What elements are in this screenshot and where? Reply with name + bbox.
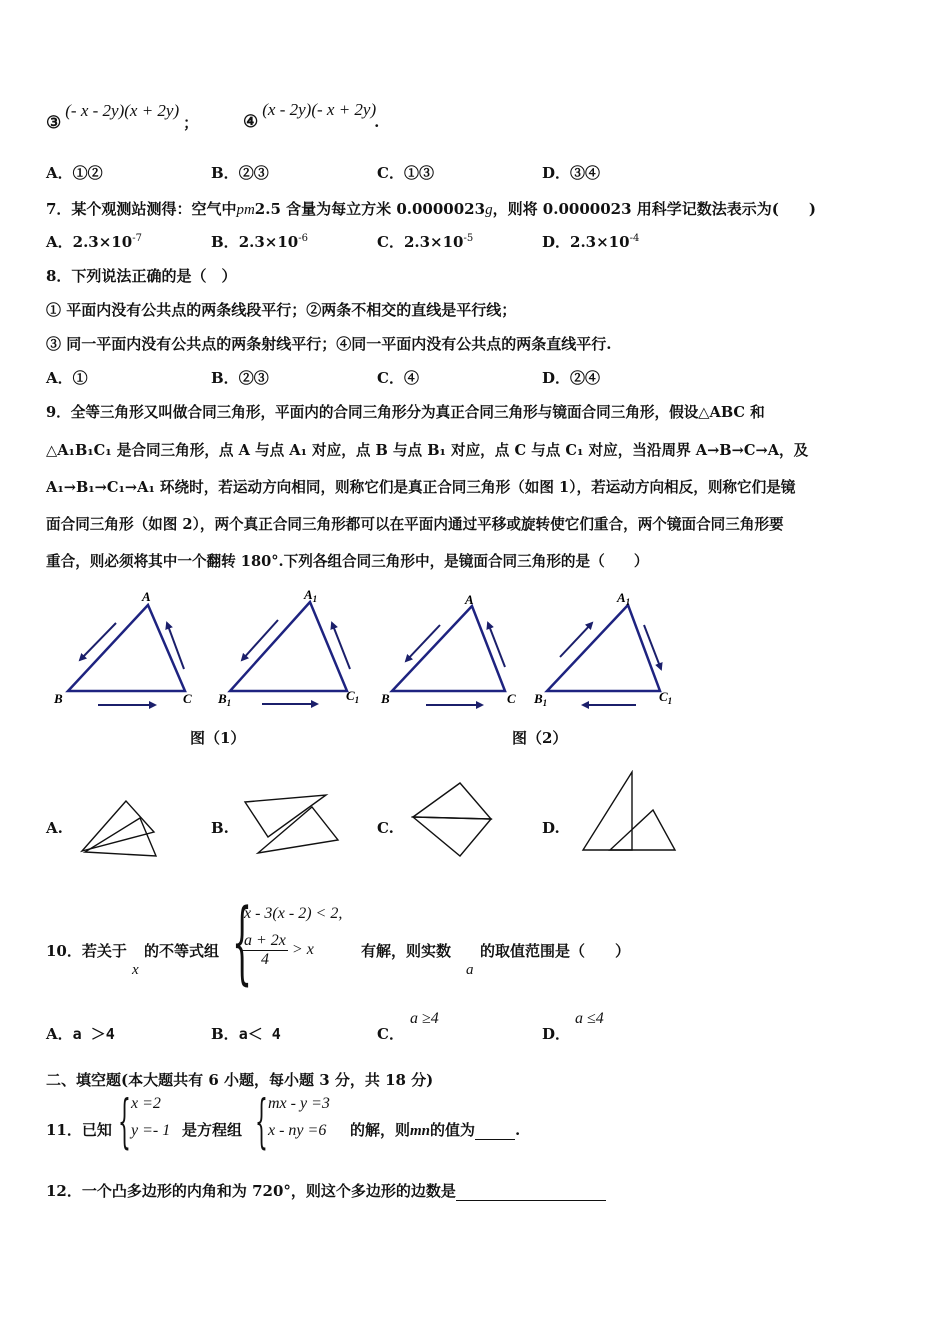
q8-option-b[interactable]: B．②③ — [211, 369, 269, 387]
q6-option-d[interactable]: D．③④ — [542, 164, 601, 182]
q9-line1: 9．全等三角形又叫做合同三角形，平面内的合同三角形分为真正合同三角形与镜面合同三角形，假设△ABC 和 — [46, 404, 765, 421]
svg-text:C1: $C_1$ — [659, 689, 673, 706]
q11-eq1: mx - y =3 — [268, 1095, 330, 1112]
q10-option-d[interactable]: D． — [542, 1025, 571, 1043]
q10-var-x: x — [132, 962, 139, 978]
svg-text:C: C — [507, 691, 516, 706]
q11-eq2: x - ny =6 — [268, 1122, 327, 1139]
q9-option-d-figure — [580, 770, 678, 854]
q11-brace-1: { — [118, 1087, 131, 1155]
fig1-triangle-abc — [53, 589, 192, 706]
q11-brace-2: { — [255, 1087, 268, 1155]
q9-option-a-figure — [78, 798, 160, 860]
fig1-triangle-a1b1c1 — [217, 587, 359, 708]
q6-item4-expr: (x - 2y)(- x + 2y) — [262, 100, 377, 119]
svg-text:A: A — [142, 589, 151, 604]
svg-text:B: B — [54, 691, 63, 706]
q10-ineq2-rest: > x — [291, 941, 314, 959]
fig2-triangle-a1b1c1 — [533, 590, 672, 708]
q8-stem: 8．下列说法正确的是（ ） — [46, 267, 237, 285]
q8-line1: ① 平面内没有公共点的两条线段平行；②两条不相交的直线是平行线； — [46, 301, 517, 319]
svg-text:A: A — [465, 592, 474, 607]
q9-option-c-figure — [408, 780, 494, 860]
q10-stem-a: 10．若关于 — [46, 942, 127, 960]
q6-item3-sep: ； — [183, 114, 199, 132]
q9-option-b-figure — [240, 790, 342, 858]
q10-ineq1: x - 3(x - 2) < 2, — [244, 905, 343, 922]
q10-stem-b: 的不等式组 — [144, 942, 220, 960]
q10-var-a: a — [466, 962, 474, 978]
q6-option-c[interactable]: C．①③ — [377, 164, 434, 182]
q9-fig2-caption: 图（2） — [512, 729, 568, 747]
q12-answer-blank[interactable] — [456, 1185, 606, 1201]
q6-item4 — [243, 100, 380, 132]
q11-stem-b: 是方程组 — [182, 1121, 243, 1139]
q10-stem-c: 有解，则实数 — [361, 942, 452, 960]
q9-figures — [40, 585, 700, 720]
q6-item3-expr: (- x - 2y)(x + 2y) — [65, 101, 180, 120]
svg-text:A1: $A_1$ — [617, 590, 631, 607]
section2-title: 二、填空题(本大题共有 6 小题，每小题 3 分，共 18 分) — [46, 1071, 434, 1089]
q12-stem: 12．一个凸多边形的内角和为 720°，则这个多边形的边数是 — [46, 1180, 606, 1201]
q10-option-d-text: a ≤4 — [575, 1010, 604, 1027]
q10-option-c[interactable]: C． — [377, 1025, 404, 1043]
svg-text:C1: $C_1$ — [346, 688, 360, 705]
svg-text:C: C — [183, 691, 192, 706]
q6-item4-end: . — [374, 113, 380, 131]
q8-option-d[interactable]: D．②④ — [542, 369, 601, 387]
svg-text:B1: $B_1$ — [534, 691, 548, 708]
q9-fig1-caption: 图（1） — [190, 729, 246, 747]
q7-option-d[interactable]: D．$2.3\times 10^{-4}$ — [542, 233, 640, 251]
q11-answer-blank[interactable] — [475, 1125, 515, 1140]
q7-option-a[interactable]: A．$2.3\times 10^{-7}$ — [46, 233, 142, 251]
svg-text:B1: $B_1$ — [218, 691, 232, 708]
q10-option-b[interactable]: B．a＜ 4 — [211, 1025, 281, 1043]
q9-option-b[interactable]: B. — [211, 819, 229, 837]
q10-frac-den: 4 — [260, 951, 269, 968]
q6-item4-label: ④ — [243, 112, 259, 132]
q10-frac-num: a + 2x — [244, 932, 286, 949]
q9-option-d[interactable]: D. — [542, 819, 560, 837]
q10-ineq2 — [242, 932, 314, 969]
q8-option-c[interactable]: C．④ — [377, 369, 419, 387]
q10-option-a[interactable]: A．a ＞4 — [46, 1025, 115, 1043]
q9-line2: △A₁B₁C₁ 是合同三角形，点 A 与点 A₁ 对应，点 B 与点 B₁ 对应，点 C 与点 C₁ 对应，当沿周界 A→B→C→A，及 — [46, 442, 809, 459]
svg-text:B: B — [381, 691, 390, 706]
q9-option-a[interactable]: A. — [46, 819, 63, 837]
q11-sol1: x =2 — [131, 1095, 161, 1112]
q7-option-b[interactable]: B．$2.3\times 10^{-6}$ — [211, 233, 308, 251]
q10-brace: { — [232, 890, 253, 995]
q6-option-b[interactable]: B．②③ — [211, 164, 269, 182]
q8-line2: ③ 同一平面内没有公共点的两条射线平行；④同一平面内没有公共点的两条直线平行. — [46, 335, 612, 353]
q6-item3-label: ③ — [46, 113, 62, 133]
svg-text:A1: $A_1$ — [304, 587, 318, 604]
q11-sol2: y =- 1 — [131, 1122, 171, 1139]
q9-line5: 重合，则必须将其中一个翻转 180°.下列各组合同三角形中，是镜面合同三角形的是（ ） — [46, 553, 649, 570]
q11-stem-a: 11．已知 — [46, 1121, 112, 1139]
q6-option-a[interactable]: A．①② — [46, 164, 103, 182]
q8-option-a[interactable]: A．① — [46, 369, 88, 387]
q6-item3 — [46, 101, 199, 133]
q10-stem-d: 的取值范围是（ ） — [480, 942, 631, 960]
q9-line4: 面合同三角形（如图 2），两个真正合同三角形都可以在平面内通过平移或旋转使它们重合，两个镜面合同三角形要 — [46, 516, 784, 533]
q7-option-c[interactable]: C．$2.3\times 10^{-5}$ — [377, 233, 474, 251]
q9-option-c[interactable]: C. — [377, 819, 394, 837]
q9-line3: A₁→B₁→C₁→A₁ 环绕时，若运动方向相同，则称它们是真正合同三角形（如图 1），若运动方向相反，则称它们是镜 — [46, 479, 796, 496]
q7-stem: 7．某个观测站测得：空气中pm2.5 含量为每立方米 0.0000023g，则将 0.0000023 用科学记数法表示为( ) — [46, 200, 816, 218]
fig2-triangle-abc — [380, 592, 516, 706]
q11-stem-c: 的解，则mn的值为 . — [350, 1121, 521, 1139]
q10-option-c-text: a ≥4 — [410, 1010, 439, 1027]
